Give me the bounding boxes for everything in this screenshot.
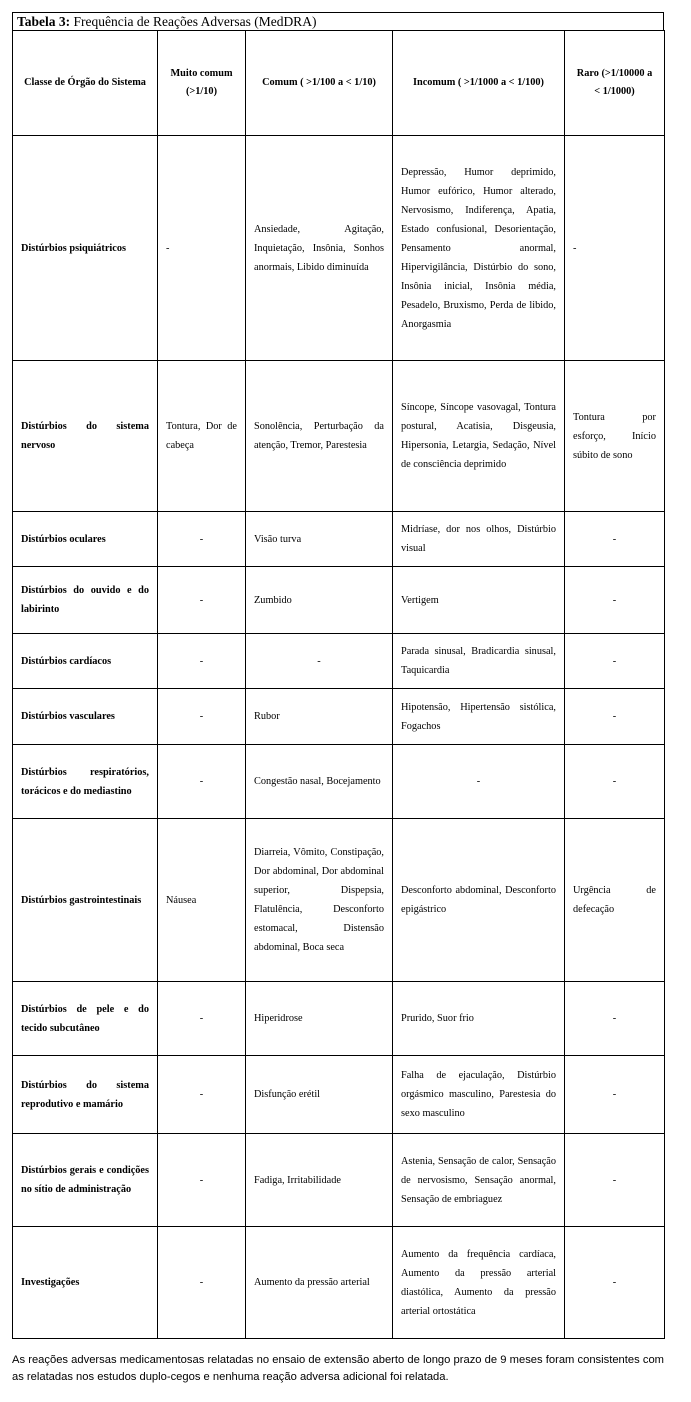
cell-rare: Tontura por esforço, Início súbito de sono bbox=[565, 361, 665, 512]
cell-rare: - bbox=[565, 634, 665, 689]
cell-uncommon: Parada sinusal, Bradicardia sinusal, Taquicardia bbox=[393, 634, 565, 689]
table-row bbox=[13, 512, 665, 567]
cell-common: Visão turva bbox=[246, 512, 393, 567]
cell-common: Ansiedade, Agitação, Inquietação, Insônia, Sonhos anormais, Libido diminuída bbox=[246, 136, 393, 361]
cell-rare: - bbox=[565, 136, 665, 361]
adverse-reactions-table-container bbox=[12, 12, 664, 1339]
cell-very-common: - bbox=[158, 634, 246, 689]
cell-uncommon: Depressão, Humor deprimido, Humor eufórico, Humor alterado, Nervosismo, Indiferença, Apatia, Estado confusional, Desorientação, Pensamento anormal, Hipervigilância, Distúrbio do sono, Insônia inicial, Insônia média, Pesadelo, Bruxismo, Perda de libido, Anorgasmia bbox=[393, 136, 565, 361]
cell-rare: - bbox=[565, 745, 665, 819]
header-common: Comum ( >1/100 a < 1/10) bbox=[246, 31, 393, 136]
cell-rare: Urgência de defecação bbox=[565, 819, 665, 982]
table-row bbox=[13, 819, 665, 982]
cell-very-common: - bbox=[158, 745, 246, 819]
cell-class: Distúrbios psiquiátricos bbox=[13, 136, 158, 361]
cell-common: Fadiga, Irritabilidade bbox=[246, 1134, 393, 1227]
adverse-reactions-table bbox=[12, 30, 665, 1339]
cell-common: Zumbido bbox=[246, 567, 393, 634]
table-header-row bbox=[13, 31, 665, 136]
cell-uncommon: - bbox=[393, 745, 565, 819]
cell-class: Distúrbios do sistema reprodutivo e mamário bbox=[13, 1056, 158, 1134]
cell-very-common: - bbox=[158, 982, 246, 1056]
cell-uncommon: Desconforto abdominal, Desconforto epigástrico bbox=[393, 819, 565, 982]
cell-very-common: - bbox=[158, 136, 246, 361]
table-row bbox=[13, 1056, 665, 1134]
table-caption-title: Frequência de Reações Adversas (MedDRA) bbox=[73, 14, 317, 29]
table-row bbox=[13, 689, 665, 745]
cell-rare: - bbox=[565, 1134, 665, 1227]
table-row bbox=[13, 982, 665, 1056]
cell-uncommon: Falha de ejaculação, Distúrbio orgásmico masculino, Parestesia do sexo masculino bbox=[393, 1056, 565, 1134]
header-uncommon: Incomum ( >1/1000 a < 1/100) bbox=[393, 31, 565, 136]
cell-class: Distúrbios de pele e do tecido subcutâneo bbox=[13, 982, 158, 1056]
cell-class: Distúrbios cardíacos bbox=[13, 634, 158, 689]
cell-very-common: - bbox=[158, 1134, 246, 1227]
cell-common: Rubor bbox=[246, 689, 393, 745]
cell-very-common: - bbox=[158, 1227, 246, 1339]
cell-class: Investigações bbox=[13, 1227, 158, 1339]
cell-common: Sonolência, Perturbação da atenção, Tremor, Parestesia bbox=[246, 361, 393, 512]
header-system-organ-class: Classe de Órgão do Sistema bbox=[13, 31, 158, 136]
table-row bbox=[13, 567, 665, 634]
cell-uncommon: Síncope, Síncope vasovagal, Tontura postural, Acatisia, Disgeusia, Hipersonia, Letargia, Sedação, Nível de consciência deprimido bbox=[393, 361, 565, 512]
cell-rare: - bbox=[565, 1056, 665, 1134]
cell-uncommon: Hipotensão, Hipertensão sistólica, Fogachos bbox=[393, 689, 565, 745]
cell-uncommon: Midríase, dor nos olhos, Distúrbio visual bbox=[393, 512, 565, 567]
cell-common: Congestão nasal, Bocejamento bbox=[246, 745, 393, 819]
table-row bbox=[13, 361, 665, 512]
cell-common: Diarreia, Vômito, Constipação, Dor abdominal, Dor abdominal superior, Dispepsia, Flatulência, Desconforto estomacal, Distensão abdominal, Boca seca bbox=[246, 819, 393, 982]
cell-class: Distúrbios gerais e condições no sítio de administração bbox=[13, 1134, 158, 1227]
cell-uncommon: Prurido, Suor frio bbox=[393, 982, 565, 1056]
table-caption-label: Tabela 3: bbox=[17, 14, 71, 29]
table-row bbox=[13, 136, 665, 361]
cell-class: Distúrbios vasculares bbox=[13, 689, 158, 745]
table-caption bbox=[12, 12, 664, 30]
cell-class: Distúrbios do sistema nervoso bbox=[13, 361, 158, 512]
cell-common: Hiperidrose bbox=[246, 982, 393, 1056]
cell-class: Distúrbios oculares bbox=[13, 512, 158, 567]
table-footnote: As reações adversas medicamentosas relatadas no ensaio de extensão aberto de longo prazo de 9 meses foram consistentes com as relatadas nos estudos duplo-cegos e nenhuma reação adversa adicional foi relatada. bbox=[12, 1354, 664, 1384]
header-rare: Raro (>1/10000 a < 1/1000) bbox=[565, 31, 665, 136]
cell-rare: - bbox=[565, 567, 665, 634]
cell-class: Distúrbios do ouvido e do labirinto bbox=[13, 567, 158, 634]
cell-class: Distúrbios gastrointestinais bbox=[13, 819, 158, 982]
cell-common: Disfunção erétil bbox=[246, 1056, 393, 1134]
cell-uncommon: Vertigem bbox=[393, 567, 565, 634]
cell-rare: - bbox=[565, 689, 665, 745]
cell-class: Distúrbios respiratórios, torácicos e do mediastino bbox=[13, 745, 158, 819]
cell-very-common: Tontura, Dor de cabeça bbox=[158, 361, 246, 512]
cell-uncommon: Aumento da frequência cardíaca, Aumento da pressão arterial diastólica, Aumento da pressão arterial ortostática bbox=[393, 1227, 565, 1339]
cell-common: Aumento da pressão arterial bbox=[246, 1227, 393, 1339]
cell-uncommon: Astenia, Sensação de calor, Sensação de nervosismo, Sensação anormal, Sensação de embriaguez bbox=[393, 1134, 565, 1227]
cell-rare: - bbox=[565, 512, 665, 567]
cell-common: - bbox=[246, 634, 393, 689]
table-row bbox=[13, 1227, 665, 1339]
cell-rare: - bbox=[565, 1227, 665, 1339]
cell-very-common: - bbox=[158, 512, 246, 567]
cell-very-common: - bbox=[158, 567, 246, 634]
table-row bbox=[13, 634, 665, 689]
cell-very-common: - bbox=[158, 689, 246, 745]
header-very-common: Muito comum (>1/10) bbox=[158, 31, 246, 136]
table-row bbox=[13, 1134, 665, 1227]
cell-rare: - bbox=[565, 982, 665, 1056]
table-row bbox=[13, 745, 665, 819]
cell-very-common: - bbox=[158, 1056, 246, 1134]
cell-very-common: Náusea bbox=[158, 819, 246, 982]
